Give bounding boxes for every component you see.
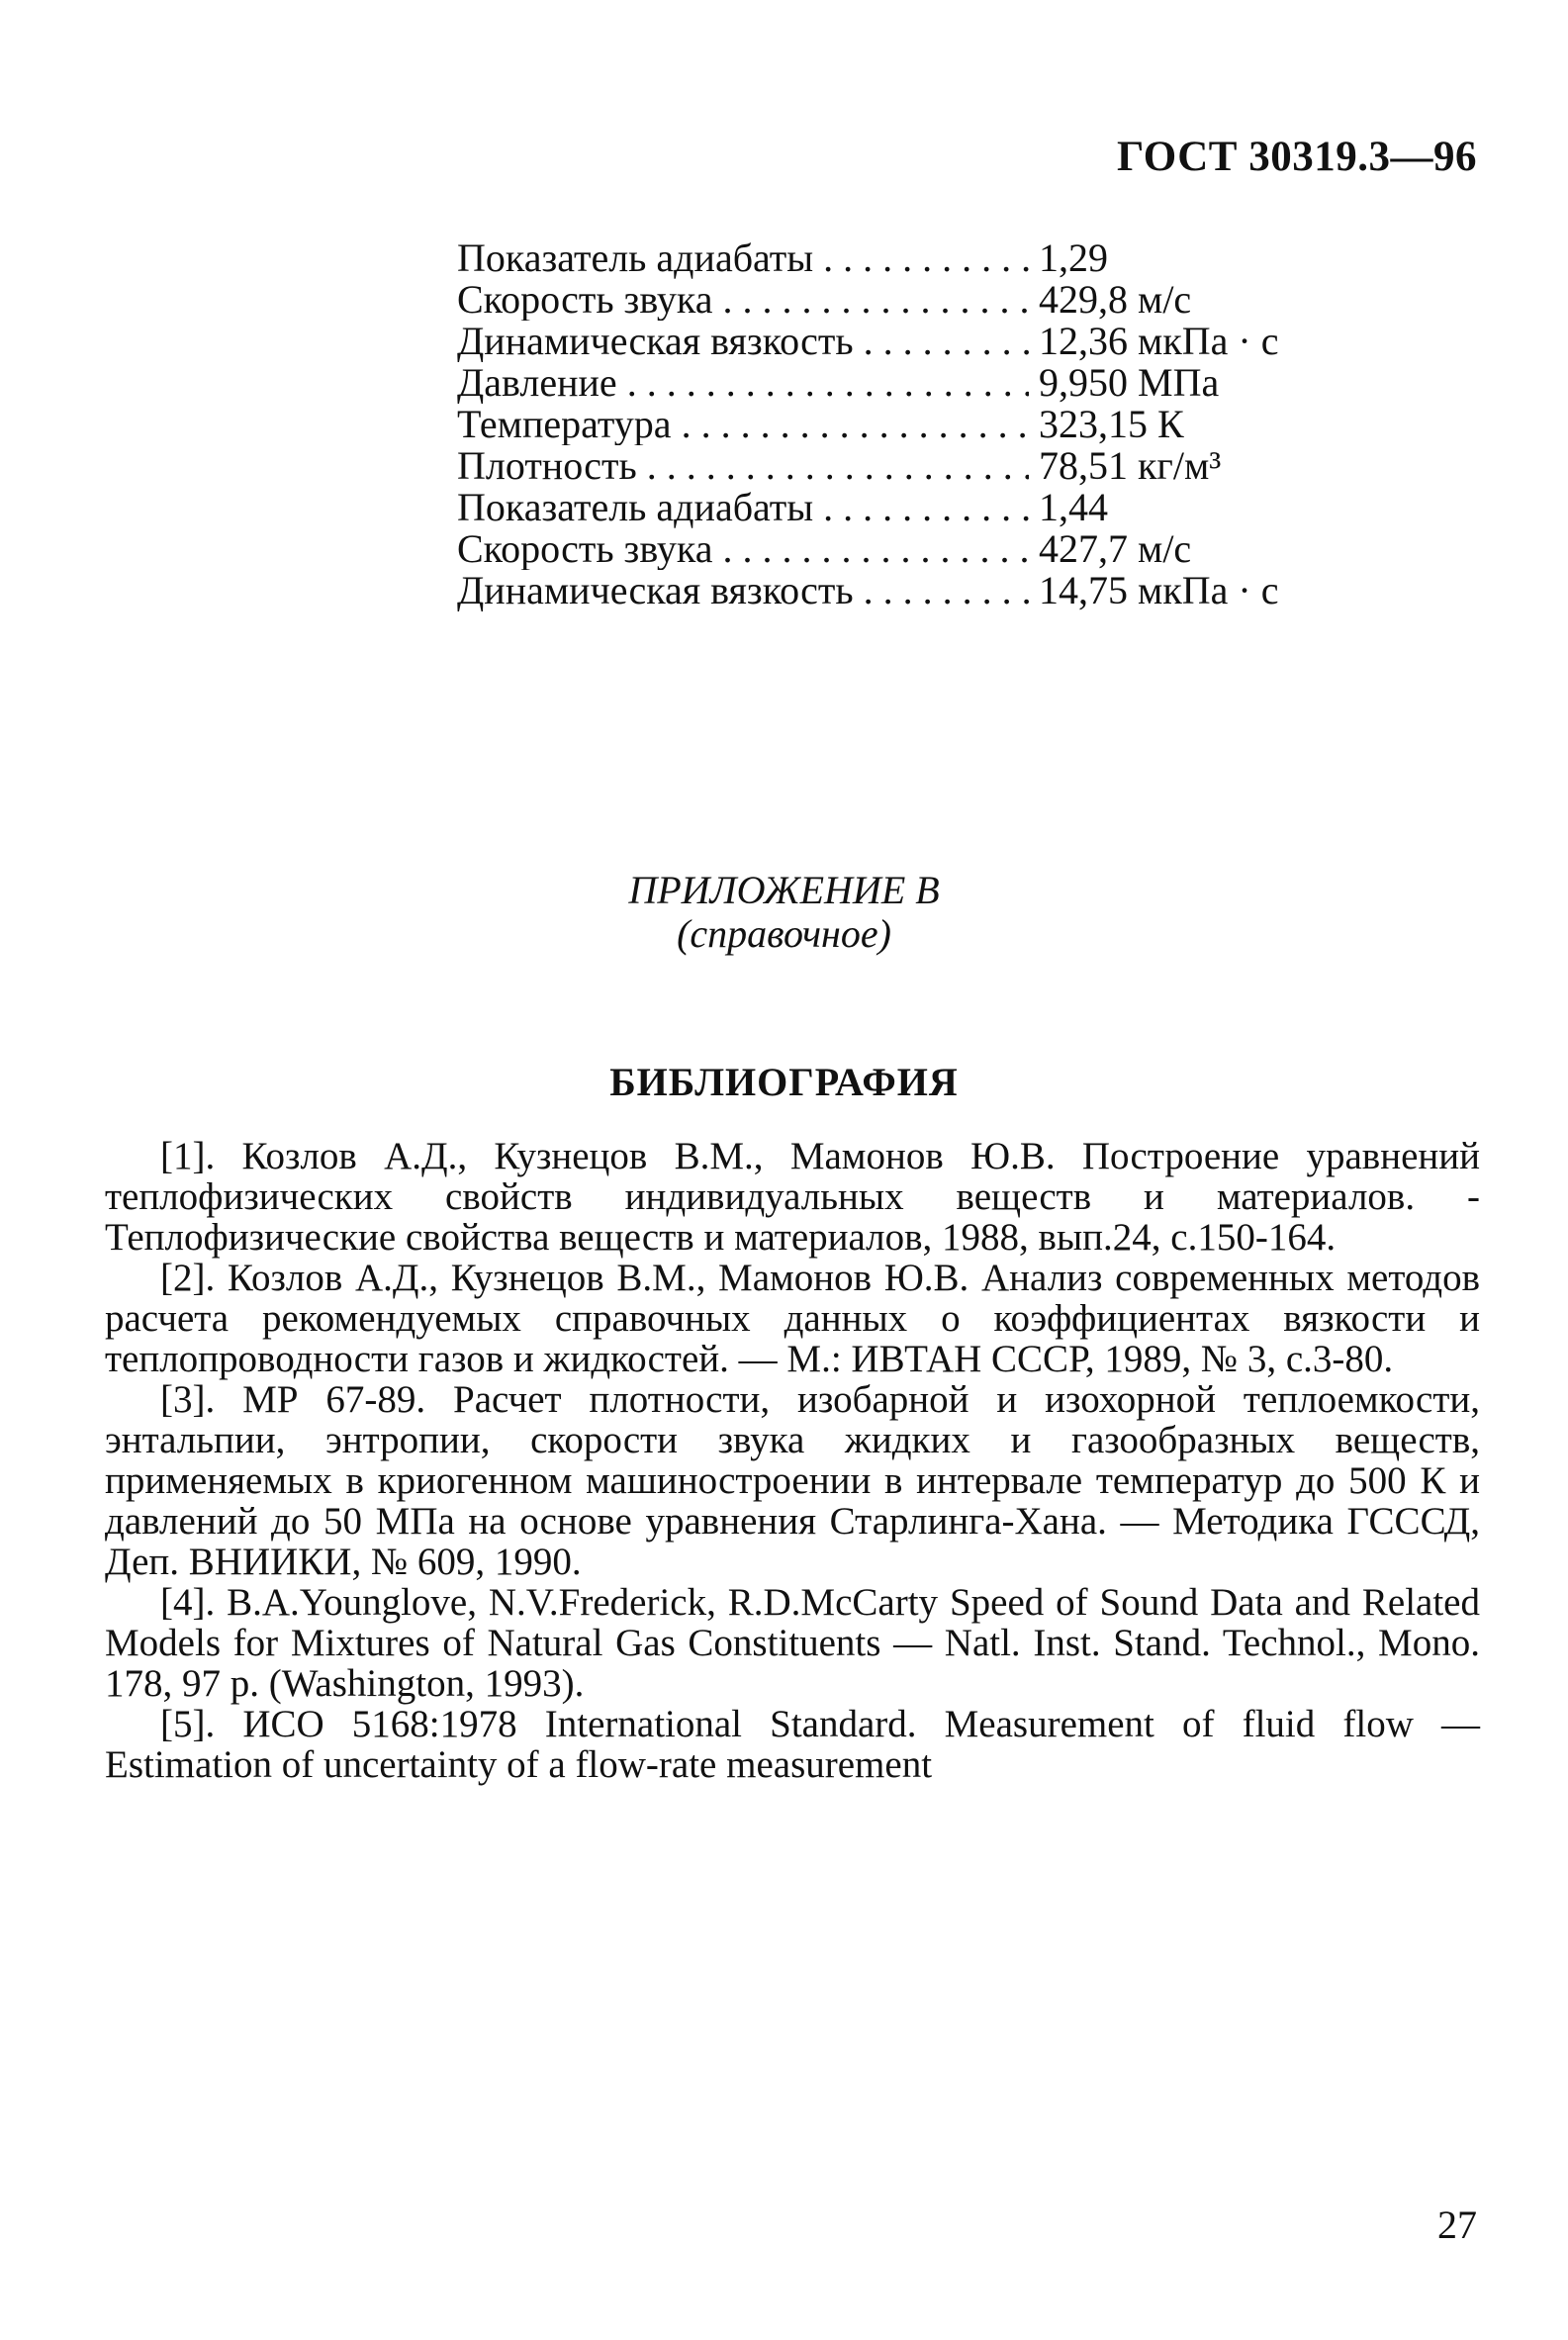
property-row	[457, 279, 1278, 321]
appendix-title: ПРИЛОЖЕНИЕ В	[628, 868, 940, 912]
property-name: Динамическая вязкость . . .	[457, 321, 1029, 362]
property-row	[457, 445, 1278, 487]
property-value: 14,75 мкПа · с	[1039, 568, 1279, 612]
property-name: Скорость звука . . .	[457, 528, 1029, 570]
property-name: Скорость звука . . .	[457, 279, 1029, 321]
bibliography-item: [2]. Козлов А.Д., Кузнецов В.М., Мамонов Ю.В. Анализ современных методов расчета рекомендуемых справочных данных о коэффициентах вязкости и теплопроводности газов и жидкостей. — М.: ИВТАН СССР, 1989, № 3, с.3-80.	[105, 1257, 1480, 1380]
property-row	[457, 570, 1278, 611]
property-value: 1,29	[1039, 235, 1108, 280]
property-row	[457, 321, 1278, 362]
property-value: 78,51 кг/м³	[1039, 443, 1222, 488]
property-row	[457, 487, 1278, 528]
property-row	[457, 362, 1278, 404]
document-code: ГОСТ 30319.3—96	[1117, 134, 1477, 180]
property-value: 427,7 м/с	[1039, 526, 1192, 571]
properties-list	[457, 237, 1278, 611]
property-name: Давление . . .	[457, 362, 1029, 404]
property-name: Плотность . . .	[457, 445, 1029, 487]
appendix-subtitle: (справочное)	[677, 911, 891, 956]
bibliography-item: [5]. ИСО 5168:1978 International Standard. Measurement of fluid flow — Estimation of uncertainty of a flow-rate measurement	[105, 1703, 1480, 1786]
bibliography-item: [3]. МР 67-89. Расчет плотности, изобарной и изохорной теплоемкости, энтальпии, энтропии, скорости звука жидких и газообразных веществ, применяемых в криогенном машиностроении в интервале температур до 500 К и давлений до 50 МПа на основе уравнения Старлинга-Хана. — Методика ГСССД, Деп. ВНИИКИ, № 609, 1990.	[105, 1378, 1480, 1583]
bibliography-item: [1]. Козлов А.Д., Кузнецов В.М., Мамонов Ю.В. Построение уравнений теплофизических свойств индивидуальных веществ и материалов. - Теплофизические свойства веществ и материалов, 1988, вып.24, с.150-164.	[105, 1135, 1480, 1259]
property-row	[457, 404, 1278, 445]
property-row	[457, 237, 1278, 279]
bibliography-item: [4]. B.A.Younglove, N.V.Frederick, R.D.McCarty Speed of Sound Data and Related Models for Mixtures of Natural Gas Constituents — Natl. Inst. Stand. Technol., Mono. 178, 97 p. (Washington, 1993).	[105, 1581, 1480, 1705]
property-value: 323,15 К	[1039, 402, 1184, 446]
property-name: Показатель адиабаты . . .	[457, 487, 1029, 528]
bibliography-heading: БИБЛИОГРАФИЯ	[609, 1060, 959, 1104]
property-value: 1,44	[1039, 485, 1108, 529]
property-value: 12,36 мкПа · с	[1039, 319, 1279, 363]
page-number: 27	[1437, 2202, 1477, 2247]
appendix-heading	[0, 869, 1568, 956]
property-value: 429,8 м/с	[1039, 277, 1192, 322]
property-row	[457, 528, 1278, 570]
property-name: Динамическая вязкость . . .	[457, 570, 1029, 611]
property-name: Температура . . .	[457, 404, 1029, 445]
property-value: 9,950 МПа	[1039, 360, 1220, 405]
bibliography-list	[105, 1136, 1480, 1785]
property-name: Показатель адиабаты . . .	[457, 237, 1029, 279]
